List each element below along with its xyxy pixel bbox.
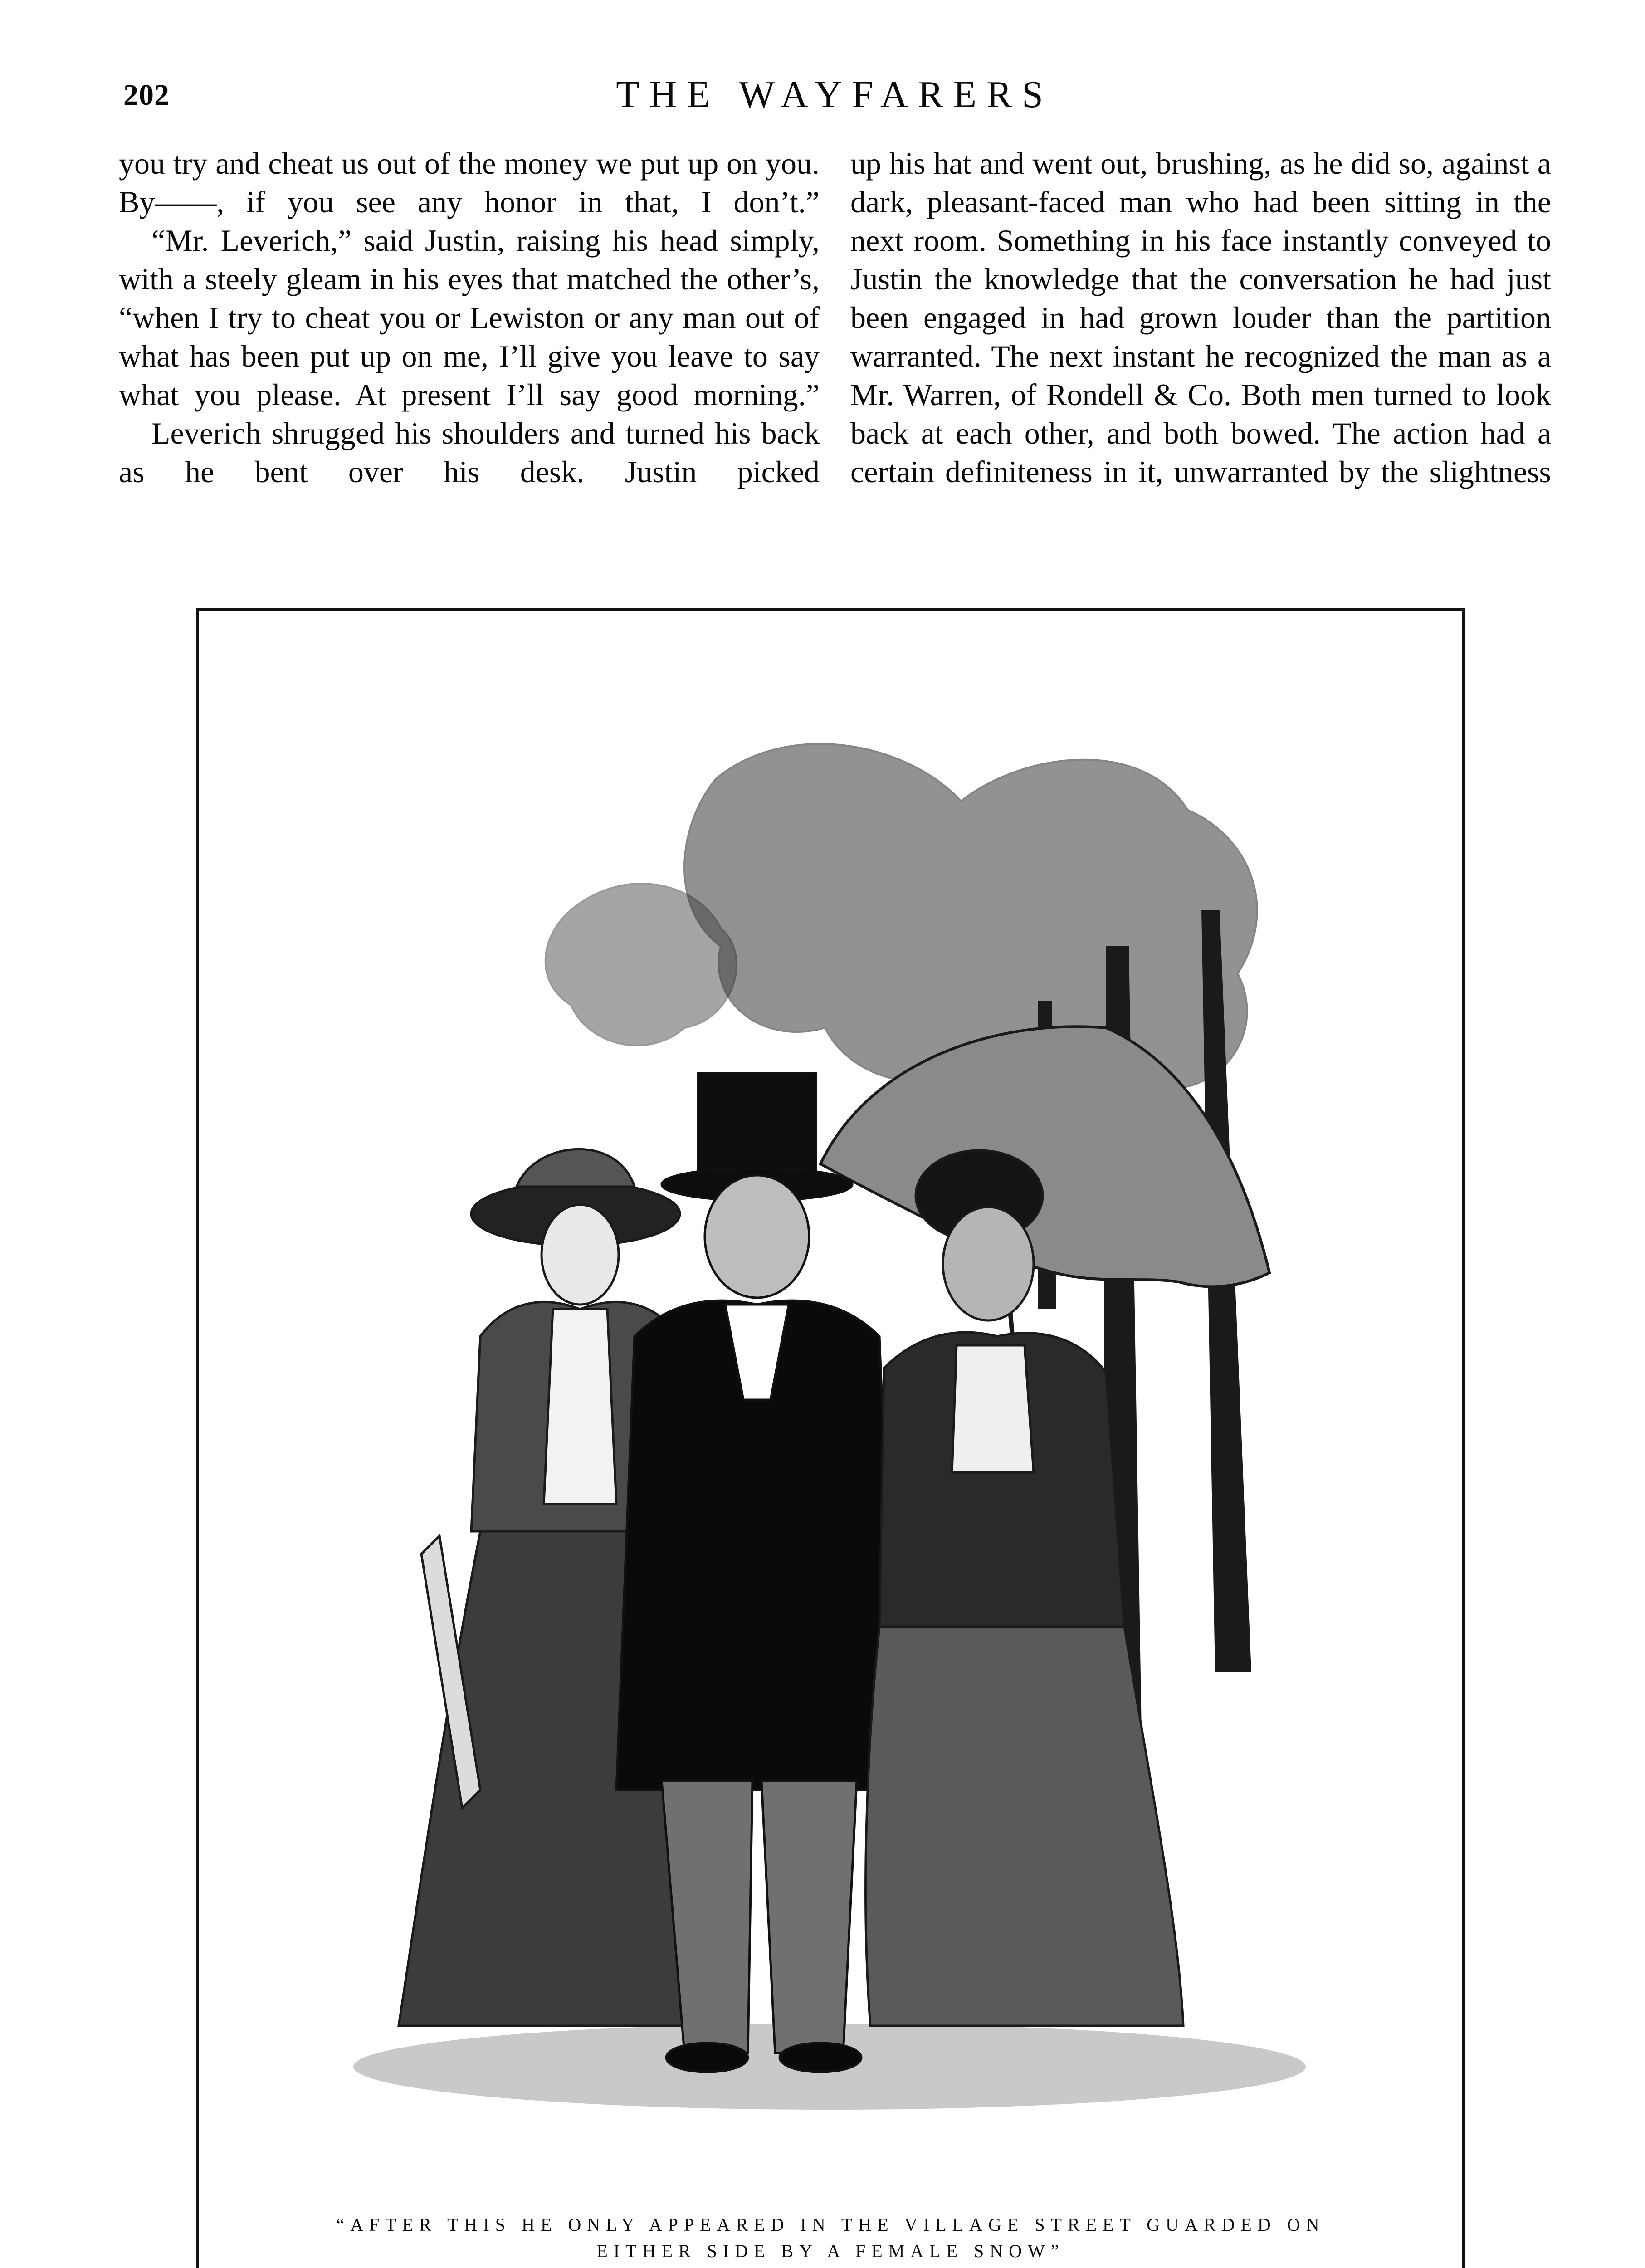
running-head: THE WAYFARERS	[616, 73, 1053, 116]
text-column-left	[119, 144, 820, 491]
page-number: 202	[123, 78, 170, 112]
paragraph: Leverich shrugged his shoulders and turned his back as he bent over his desk. Justin picked	[119, 416, 820, 489]
paragraph: up his hat and went out, brushing, as he did so, against a dark, pleasant-faced man who had been sitting in the next room. Something in his face instantly conveyed to Justin the knowledge that the conversation he had just been engaged in had grown louder than the partition warranted. The next instant he recognized the man as a Mr. Warren, of Rondell & Co. Both men turned to look back at each other, and both bowed. The action had a certain definiteness in it, unwarranted by the slightness	[850, 146, 1551, 489]
caption-line: EITHER SIDE BY A FEMALE SNOW”	[596, 2241, 1065, 2261]
caption-line: “AFTER THIS HE ONLY APPEARED IN THE VILLAGE STREET GUARDED ON	[336, 2214, 1325, 2235]
paragraph: you try and cheat us out of the money we put up on you. By——, if you see any honor in that, I don’t.”	[119, 146, 820, 219]
paragraph: “Mr. Leverich,” said Justin, raising his head simply, with a steely gleam in his eyes that matched the other’s, “when I try to cheat you or Lewiston or any man out of what has been put up on me, I’ll give you leave to say what you please. At present I’ll say good morning.”	[119, 223, 820, 412]
illustration	[226, 629, 1433, 2162]
text-column-right	[850, 144, 1551, 491]
illustration-frame	[196, 608, 1465, 2268]
figure-caption	[263, 2212, 1399, 2264]
